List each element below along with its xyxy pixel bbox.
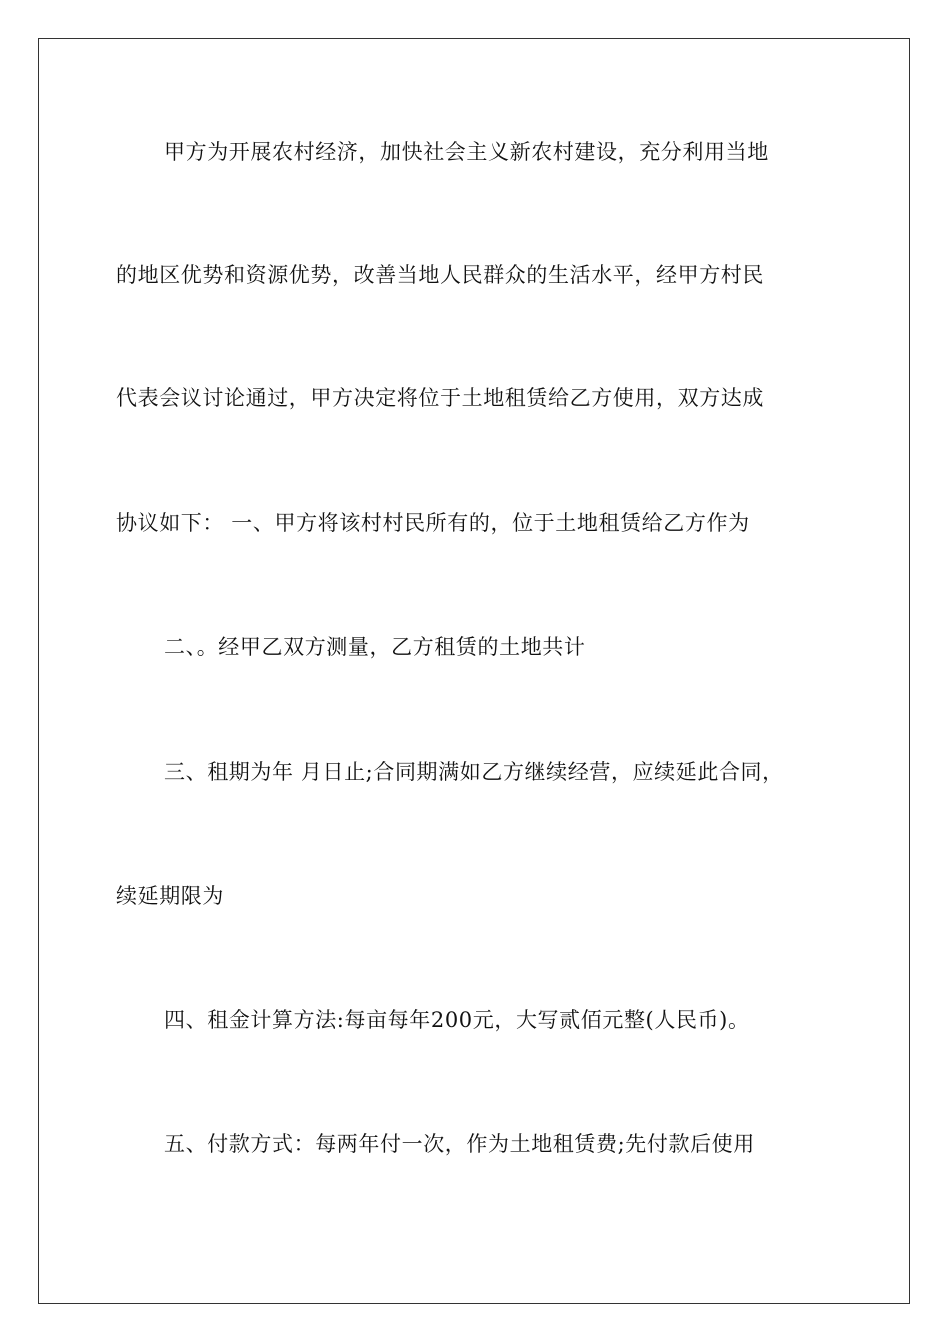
clause-two: 二、。经甲乙双方测量，乙方租赁的土地共计 bbox=[164, 635, 586, 659]
page-border bbox=[38, 38, 910, 1304]
clause-three: 三、租期为年 月日止;合同期满如乙方继续经营，应续延此合同， bbox=[164, 760, 784, 784]
paragraph-line-1: 甲方为开展农村经济，加快社会主义新农村建设，充分利用当地 bbox=[164, 140, 769, 164]
clause-three-continued: 续延期限为 bbox=[116, 884, 224, 908]
paragraph-line-3: 代表会议讨论通过，甲方决定将位于土地租赁给乙方使用，双方达成 bbox=[116, 386, 764, 410]
clause-four: 四、租金计算方法:每亩每年200元，大写贰佰元整(人民币)。 bbox=[164, 1008, 750, 1032]
paragraph-line-4: 协议如下： 一、甲方将该村村民所有的，位于土地租赁给乙方作为 bbox=[116, 511, 750, 535]
paragraph-line-2: 的地区优势和资源优势，改善当地人民群众的生活水平，经甲方村民 bbox=[116, 263, 764, 287]
clause-five: 五、付款方式：每两年付一次，作为土地租赁费;先付款后使用 bbox=[164, 1132, 755, 1156]
